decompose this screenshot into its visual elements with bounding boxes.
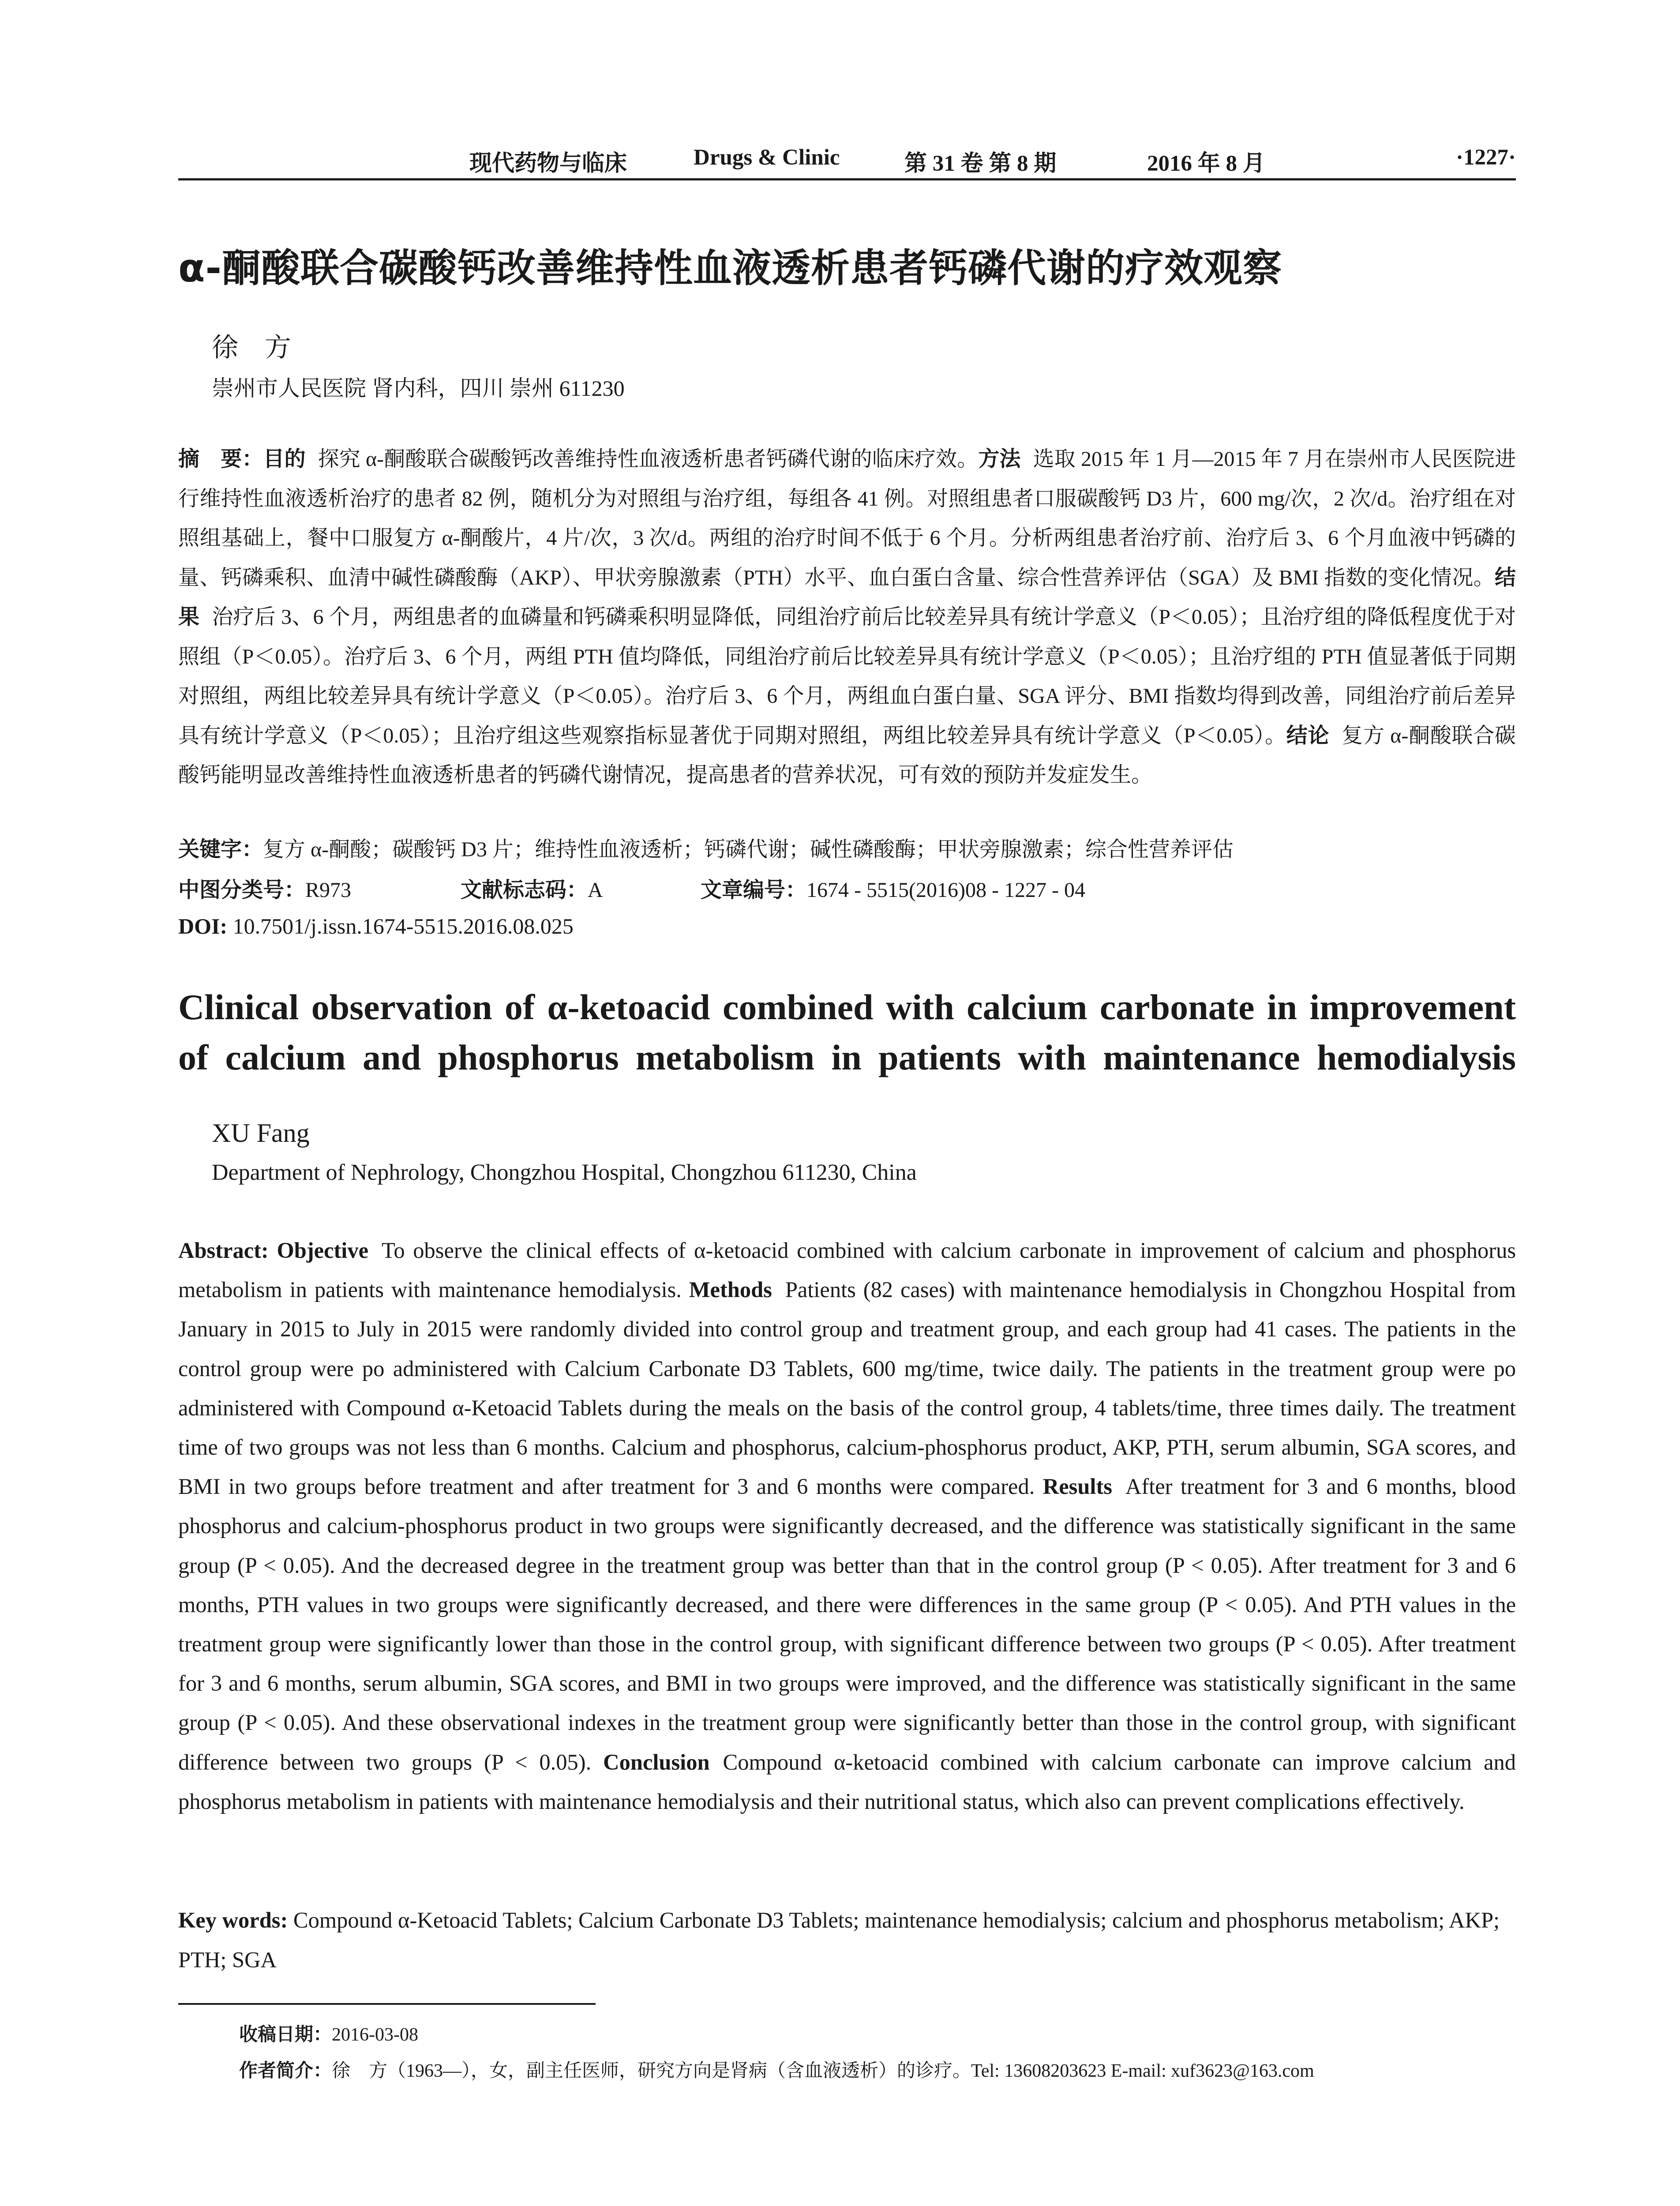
journal-name-en: Drugs & Clinic bbox=[694, 145, 840, 170]
methods-en: Patients (82 cases) with maintenance hemodialysis in Chongzhou Hospital from January in 2015 to July in 2015 were randomly divided into control group and treatment group, and each group had 41 cases. The patients in the control group were po administered with Calcium Carbonate D3 Tablets, 600 mg/time, twice daily. The patients in the treatment group were po administered with Compound α-Ketoacid Tablets during the meals on the basis of the control group, 4 tablets/time, three times daily. The treatment time of two groups was not less than 6 months. Calcium and phosphorus, calcium-phosphorus product, AKP, PTH, serum albumin, SGA scores, and BMI in two groups before treatment and after treatment for 3 and 6 months were compared. bbox=[178, 1277, 1516, 1499]
author-bio: 徐 方（1963—），女，副主任医师，研究方向是肾病（含血液透析）的诊疗。Tel: 13608203623 E-mail: xuf3623@163.com bbox=[332, 2061, 1314, 2081]
keywords-cn bbox=[178, 832, 1516, 863]
clc-code bbox=[178, 878, 351, 902]
abstract-en bbox=[178, 1231, 1516, 1821]
doc-value: A bbox=[588, 878, 603, 902]
footnote-rule bbox=[178, 2003, 596, 2005]
volume-issue: 第 31 卷 第 8 期 bbox=[904, 151, 1057, 176]
page-number: ·1227· bbox=[1455, 145, 1516, 170]
objective-label-cn: 目的 bbox=[263, 446, 306, 471]
keywords-en bbox=[178, 1901, 1516, 1980]
affiliation-cn: 崇州市人民医院 肾内科，四川 崇州 611230 bbox=[212, 376, 625, 401]
footnote-author bbox=[239, 2056, 1314, 2082]
keywords-en-label: Key words: bbox=[178, 1908, 288, 1932]
abstract-cn-label: 摘 要： bbox=[178, 446, 263, 471]
conclusion-en: Compound α-ketoacid combined with calcium carbonate can improve calcium and phosphorus metabolism in patients with maintenance hemodialysis and their nutritional status, which also can prevent complications effectively. bbox=[178, 1749, 1516, 1814]
objective-en: To observe the clinical effects of α-ketoacid combined with calcium carbonate in improvement of calcium and phosphorus metabolism in patients with maintenance hemodialysis. bbox=[178, 1238, 1516, 1302]
keywords-cn-text: 复方 α-酮酸；碳酸钙 D3 片；维持性血液透析；钙磷代谢；碱性磷酸酶；甲状旁腺激素；综合性营养评估 bbox=[263, 838, 1234, 861]
methods-label-en: Methods bbox=[689, 1277, 772, 1302]
keywords-cn-label: 关键字： bbox=[178, 837, 263, 862]
author-cn: 徐方 bbox=[212, 333, 318, 362]
article-value: 1674 - 5515(2016)08 - 1227 - 04 bbox=[806, 878, 1085, 902]
clc-label: 中图分类号： bbox=[178, 878, 306, 902]
article-number bbox=[701, 873, 1085, 903]
article-label: 文章编号： bbox=[701, 878, 807, 902]
title-en: Clinical observation of α-ketoacid combined with calcium carbonate in improvement of calcium and phosphorus metabolism in patients with maintenance hemodialysis bbox=[178, 987, 1516, 1077]
author-en: XU Fang bbox=[212, 1118, 310, 1148]
doi-value: 10.7501/j.issn.1674-5515.2016.08.025 bbox=[227, 914, 574, 938]
journal-name-cn: 现代药物与临床 bbox=[469, 150, 627, 176]
results-label-en: Results bbox=[1042, 1474, 1112, 1499]
clc-value: R973 bbox=[305, 878, 352, 902]
doi-label: DOI: bbox=[178, 914, 228, 938]
doi bbox=[178, 913, 574, 939]
conclusion-cn: 复方 α-酮酸联合碳酸钙能明显改善维持性血液透析患者的钙磷代谢情况，提高患者的营养状况，可有效的预防并发症发生。 bbox=[178, 724, 1516, 787]
issue-date: 2016 年 8 月 bbox=[1147, 151, 1265, 176]
conclusion-label-en: Conclusion bbox=[603, 1749, 710, 1775]
abstract-en-label: Abstract: Objective bbox=[178, 1238, 368, 1263]
header-rule bbox=[178, 178, 1516, 180]
running-header bbox=[178, 142, 1516, 176]
received-label: 收稿日期： bbox=[239, 2023, 332, 2045]
document-code bbox=[461, 873, 603, 903]
conclusion-label-cn: 结论 bbox=[1286, 723, 1330, 748]
objective-cn: 探究 α-酮酸联合碳酸钙改善维持性血液透析患者钙磷代谢的临床疗效。 bbox=[318, 447, 979, 471]
received-date: 2016-03-08 bbox=[332, 2025, 418, 2045]
results-en: After treatment for 3 and 6 months, blood phosphorus and calcium-phosphorus product in two groups were significantly decreased, and the difference was statistically significant in the same group (P < 0.05). And the decreased degree in the treatment group was better than that in the control group (P < 0.05). After treatment for 3 and 6 months, PTH values in two groups were significantly decreased, and there were differences in the same group (P < 0.05). And PTH values in the treatment group were significantly lower than those in the control group, with significant difference between two groups (P < 0.05). After treatment for 3 and 6 months, serum albumin, SGA scores, and BMI in two groups were improved, and the difference was statistically significant in the same group (P < 0.05). And these observational indexes in the treatment group were significantly better than those in the control group, with significant difference between two groups (P < 0.05). bbox=[178, 1474, 1516, 1775]
classification-cn bbox=[178, 873, 1516, 903]
methods-label-cn: 方法 bbox=[978, 446, 1021, 471]
methods-cn: 选取 2015 年 1 月—2015 年 7 月在崇州市人民医院进行维持性血液透析治疗的患者 82 例，随机分为对照组与治疗组，每组各 41 例。对照组患者口服碳酸钙 D3 片，600 mg/次，2 次/d。治疗组在对照组基础上，餐中口服复方 α-酮酸片，4 片/次，3 次/d。两组的治疗时间不低于 6 个月。分析两组患者治疗前、治疗后 3、6 个月血液中钙磷的量、钙磷乘积、血清中碱性磷酸酶（AKP）、甲状旁腺激素（PTH）水平、血白蛋白含量、综合性营养评估（SGA）及 BMI 指数的变化情况。 bbox=[178, 447, 1516, 589]
results-label-cn: 结果 bbox=[178, 565, 1516, 629]
author-bio-label: 作者简介： bbox=[239, 2060, 332, 2081]
keywords-en-text: Compound α-Ketoacid Tablets; Calcium Carbonate D3 Tablets; maintenance hemodialysis; calcium and phosphorus metabolism; AKP; PTH; SGA bbox=[178, 1908, 1500, 1972]
doc-label: 文献标志码： bbox=[461, 878, 588, 902]
results-cn: 治疗后 3、6 个月，两组患者的血磷量和钙磷乘积明显降低，同组治疗前后比较差异具有统计学意义（P＜0.05）；且治疗组的降低程度优于对照组（P＜0.05）。治疗后 3、6 个月，两组 PTH 值均降低，同组治疗前后比较差异具有统计学意义（P＜0.05）；且治疗组的 PTH 值显著低于同期对照组，两组比较差异具有统计学意义（P＜0.05）。治疗后 3、6 个月，两组血白蛋白量、SGA 评分、BMI 指数均得到改善，同组治疗前后差异具有统计学意义（P＜0.05）；且治疗组这些观察指标显著优于同期对照组，两组比较差异具有统计学意义（P＜0.05）。 bbox=[178, 605, 1516, 747]
title-cn: α-酮酸联合碳酸钙改善维持性血液透析患者钙磷代谢的疗效观察 bbox=[178, 245, 1282, 291]
affiliation-en: Department of Nephrology, Chongzhou Hospital, Chongzhou 611230, China bbox=[212, 1160, 917, 1185]
abstract-cn bbox=[178, 439, 1516, 795]
footnote-received bbox=[239, 2020, 418, 2046]
